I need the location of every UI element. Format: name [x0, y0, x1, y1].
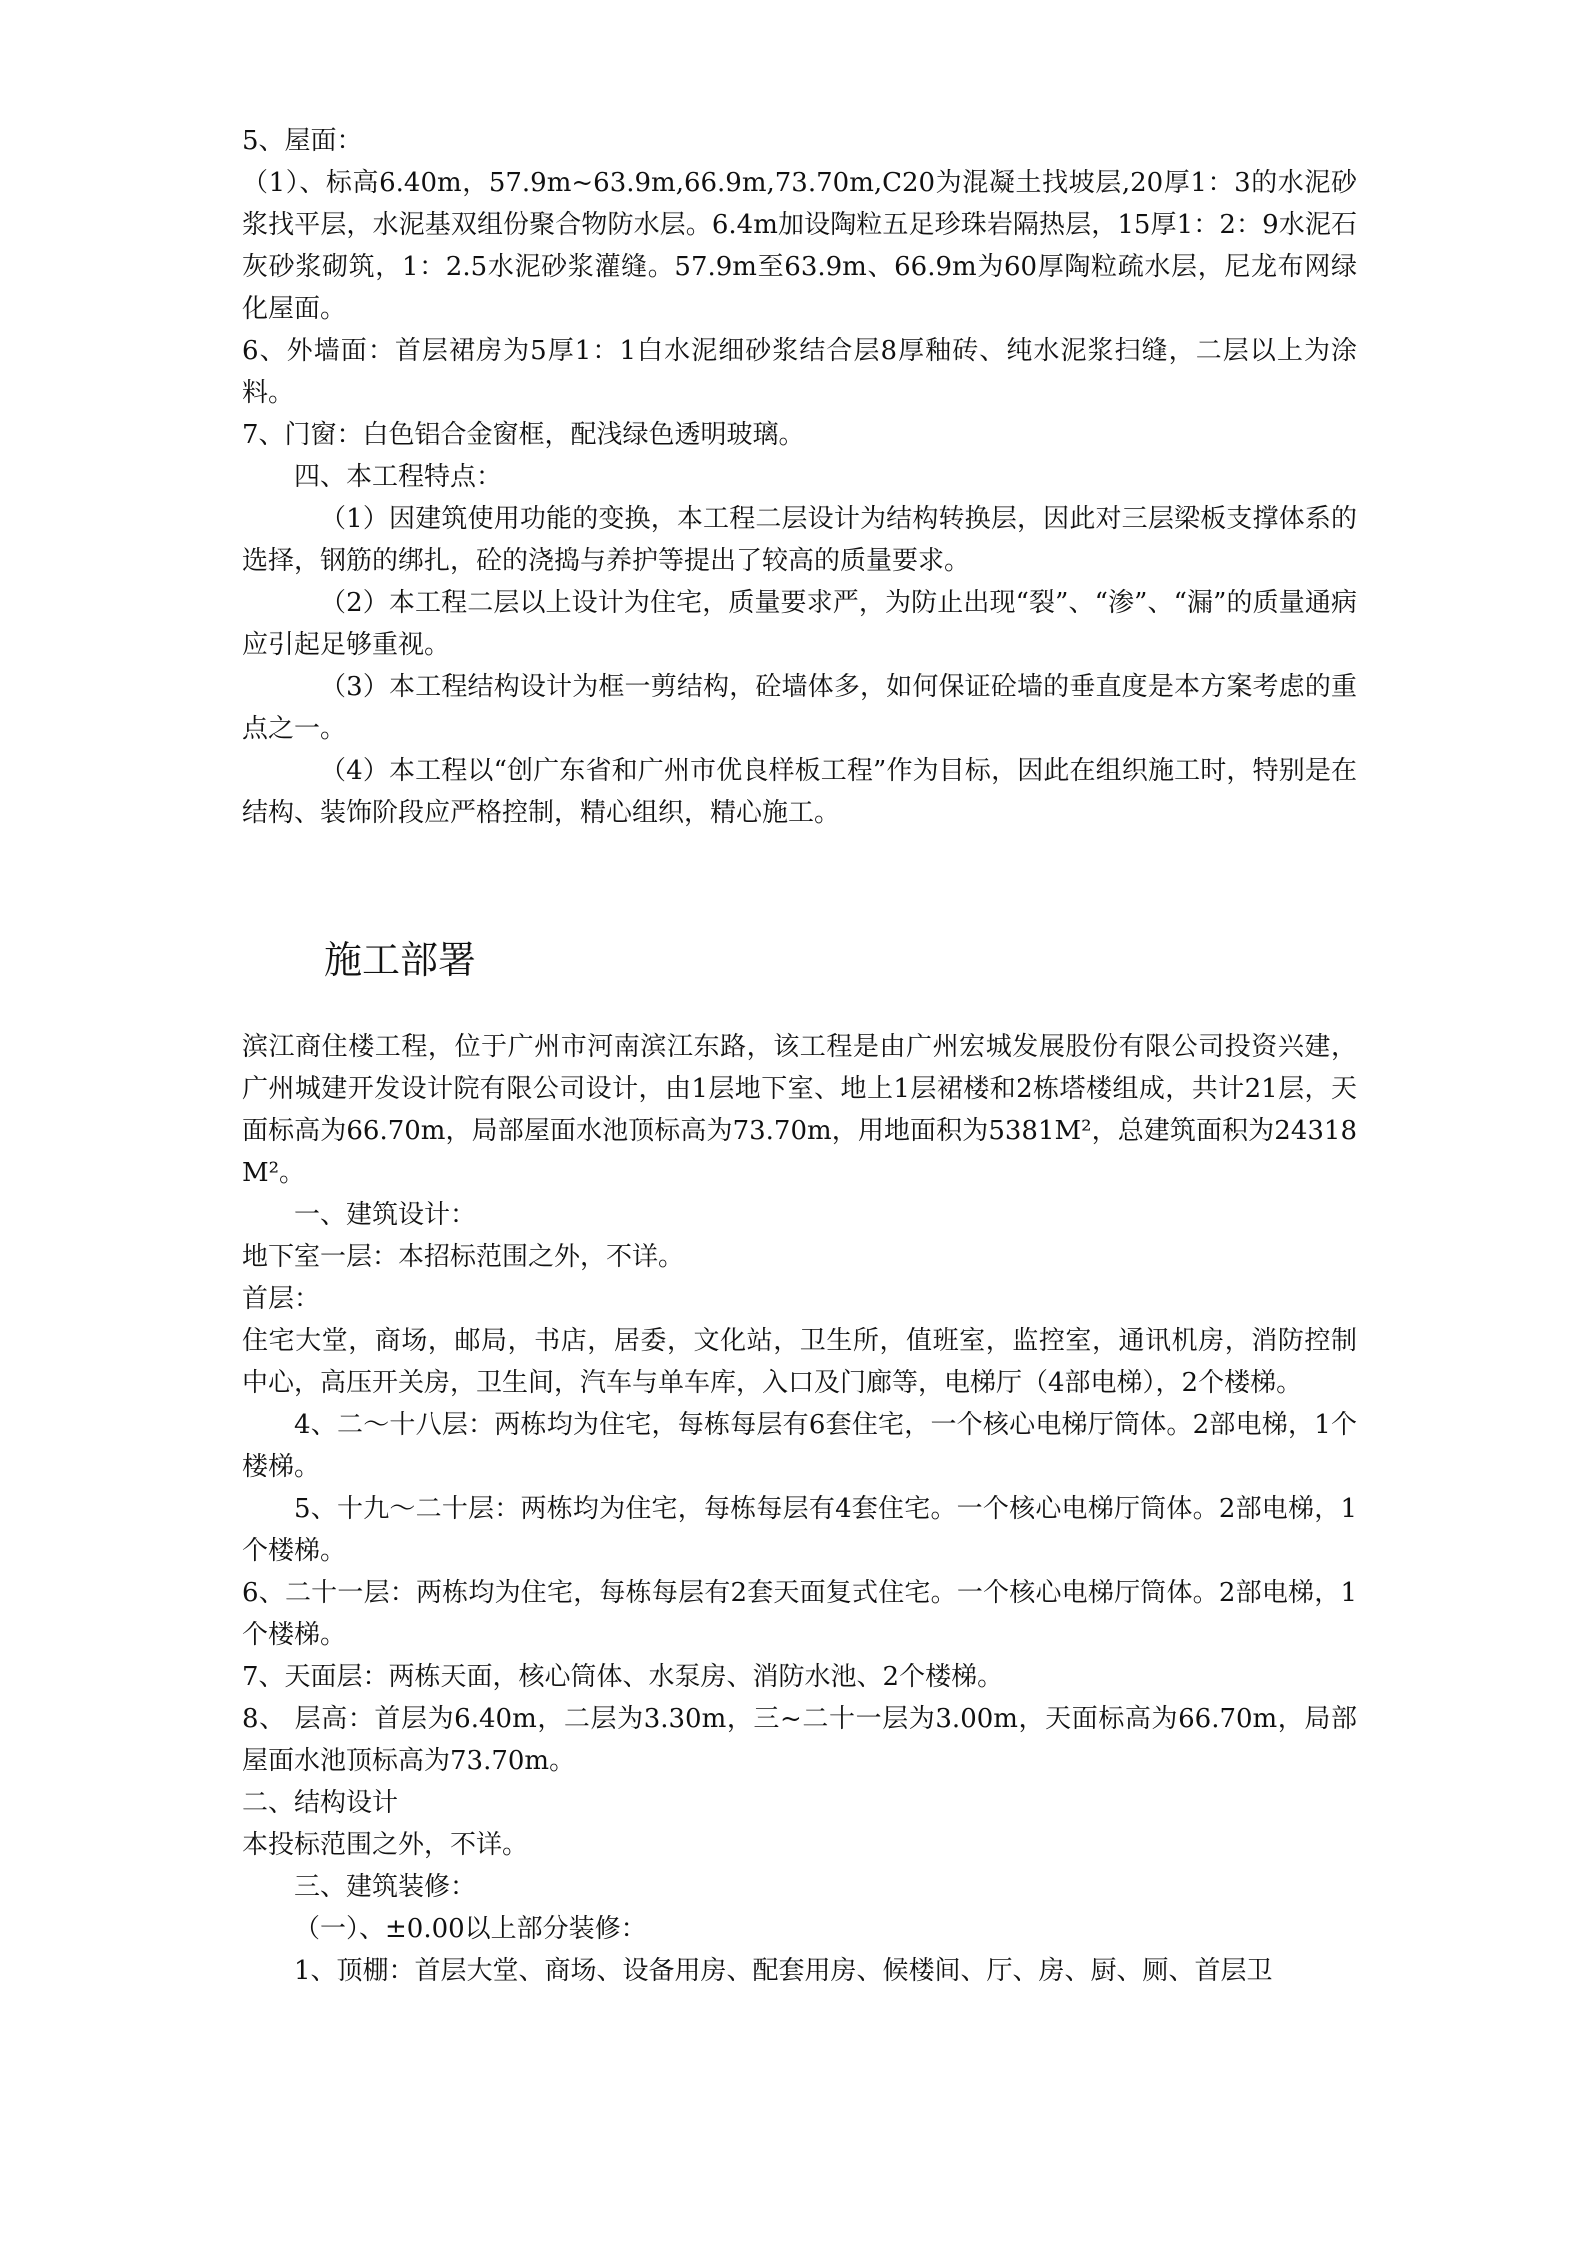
- structure-title: 二、结构设计: [242, 1788, 399, 1818]
- floor-21-paragraph: 6、二十一层：两栋均为住宅，每栋每层有2套天面复式住宅。一个核心电梯厅筒体。2部电梯，1个楼梯。: [242, 1578, 1357, 1650]
- roof-floor-paragraph: 7、天面层：两栋天面，核心筒体、水泵房、消防水池、2个楼梯。: [242, 1662, 1004, 1692]
- features-title: 四、本工程特点：: [294, 462, 503, 492]
- decoration-subtitle: （一）、±0.00以上部分装修：: [294, 1914, 647, 1944]
- floor-height-paragraph: 8、 层高：首层为6.40m，二层为3.30m，三~二十一层为3.00m，天面标高为66.70m，局部屋面水池顶标高为73.70m。: [242, 1704, 1357, 1776]
- first-floor-title: 首层：: [242, 1284, 321, 1314]
- feature-3-paragraph: （3）本工程结构设计为框一剪结构，砼墙体多，如何保证砼墙的垂直度是本方案考虑的重点之一。: [242, 672, 1357, 744]
- roof-paragraph: （1）、标高6.40m，57.9m~63.9m,66.9m,73.70m,C20为混凝土找坡层,20厚1：3的水泥砂浆找平层，水泥基双组份聚合物防水层。6.4m加设陶粒五足珍珠岩隔热层，15厚1：2：9水泥石灰砂浆砌筑，1：2.5水泥砂浆灌缝。57.9m至63.9m、66.9m为60厚陶粒疏水层，尼龙布网绿化屋面。: [242, 168, 1357, 324]
- floors-19-20-paragraph: 5、十九～二十层：两栋均为住宅，每栋每层有4套住宅。一个核心电梯厅筒体。2部电梯，1个楼梯。: [242, 1494, 1357, 1566]
- doors-windows-paragraph: 7、门窗：白色铝合金窗框，配浅绿色透明玻璃。: [242, 420, 805, 450]
- spacer: [242, 990, 1357, 1026]
- exterior-wall-paragraph: 6、外墙面：首层裙房为5厚1：1白水泥细砂浆结合层8厚釉砖、纯水泥浆扫缝，二层以上为涂料。: [242, 336, 1357, 408]
- feature-4-paragraph: （4）本工程以“创广东省和广州市优良样板工程”作为目标，因此在组织施工时，特别是在结构、装饰阶段应严格控制，精心组织，精心施工。: [242, 756, 1357, 828]
- decoration-title: 三、建筑装修：: [294, 1872, 477, 1902]
- feature-1-paragraph: （1）因建筑使用功能的变换，本工程二层设计为结构转换层，因此对三层梁板支撑体系的选择，钢筋的绑扎，砼的浇捣与养护等提出了较高的质量要求。: [242, 504, 1357, 576]
- feature-2-paragraph: （2）本工程二层以上设计为住宅，质量要求严，为防止出现“裂”、“渗”、“漏”的质量通病应引起足够重视。: [242, 588, 1357, 660]
- floors-2-18-paragraph: 4、二～十八层：两栋均为住宅，每栋每层有6套住宅，一个核心电梯厅筒体。2部电梯，1个楼梯。: [242, 1410, 1357, 1482]
- roof-title: 5、屋面：: [242, 126, 363, 156]
- basement-paragraph: 地下室一层：本招标范围之外，不详。: [242, 1242, 685, 1272]
- structure-paragraph: 本投标范围之外，不详。: [242, 1830, 529, 1860]
- arch-design-title: 一、建筑设计：: [294, 1200, 477, 1230]
- intro-paragraph: 滨江商住楼工程，位于广州市河南滨江东路，该工程是由广州宏城发展股份有限公司投资兴建，广州城建开发设计院有限公司设计，由1层地下室、地上1层裙楼和2栋塔楼组成，共计21层，天面标高为66.70m，局部屋面水池顶标高为73.70m，用地面积为5381M²，总建筑面积为24318M²。: [242, 1032, 1357, 1188]
- spacer: [242, 834, 1357, 930]
- ceiling-paragraph: 1、顶棚：首层大堂、商场、设备用房、配套用房、候楼间、厅、房、厨、厕、首层卫: [294, 1956, 1273, 1986]
- first-floor-paragraph: 住宅大堂，商场，邮局，书店，居委，文化站，卫生所，值班室，监控室，通讯机房，消防控制中心，高压开关房，卫生间，汽车与单车库，入口及门廊等，电梯厅（4部电梯），2个楼梯。: [242, 1326, 1357, 1398]
- document-page: [242, 120, 1357, 1992]
- section-heading: 施工部署: [324, 938, 477, 982]
